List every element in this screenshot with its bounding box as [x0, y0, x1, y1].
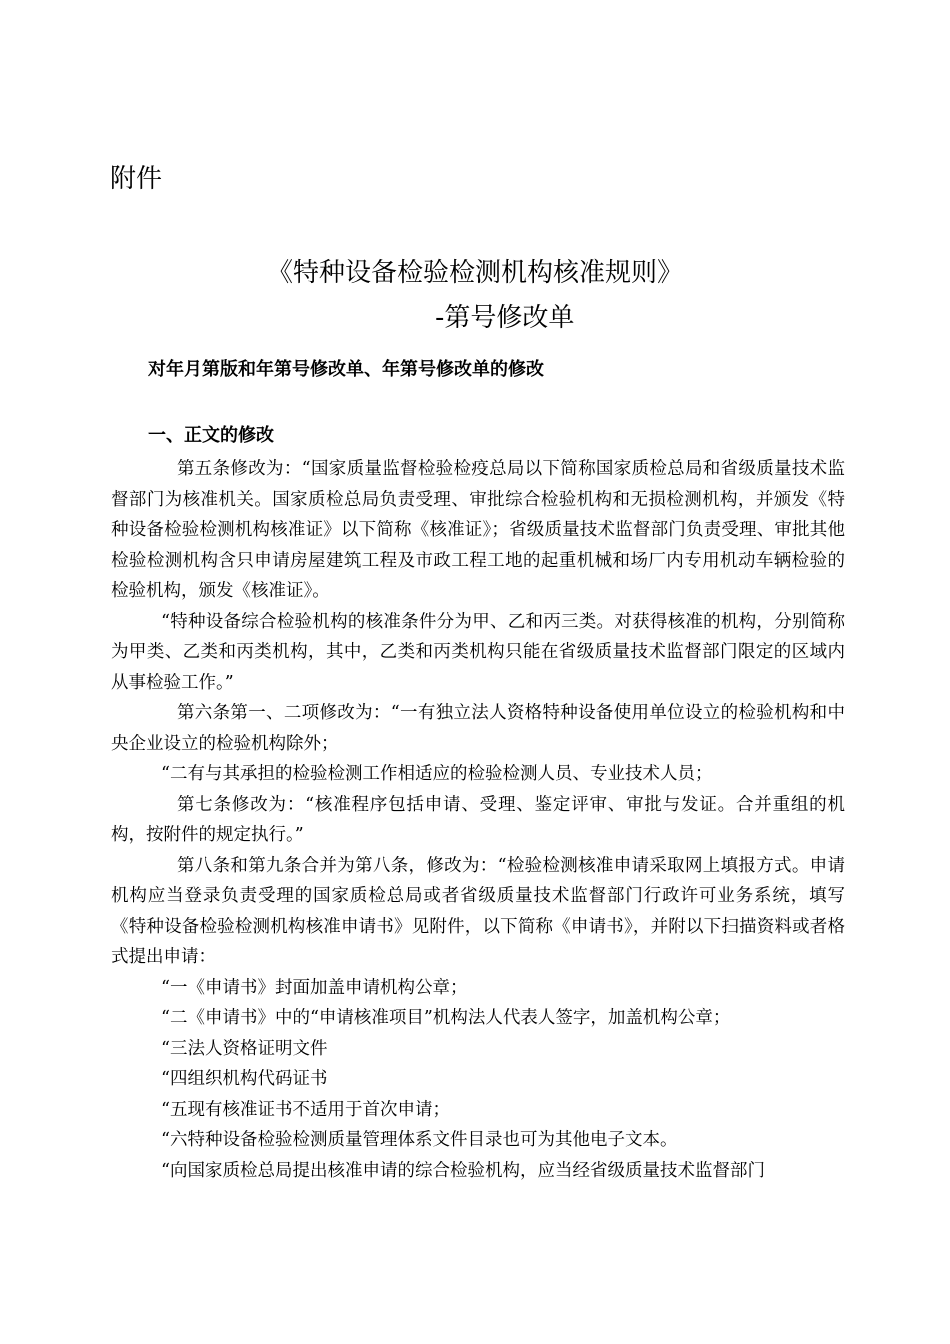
list-item-1: “一《申请书》封面加盖申请机构公章； [161, 977, 468, 998]
list-item-6: “六特种设备检验检测质量管理体系文件目录也可为其他电子文本。 [161, 1130, 678, 1150]
paragraph-classification: “特种设备综合检验机构的核准条件分为甲、乙和丙三类。对获得核准的机构，分别简称为甲类、乙类和丙类机构，其中，乙类和丙类机构只能在省级质量技术监督部门限定的区域内从事检验工作。” [111, 611, 845, 693]
list-item-4: “四组织机构代码证书 [161, 1069, 328, 1089]
list-item-5: “五现有核准证书不适用于首次申请； [161, 1099, 450, 1120]
paragraph-article-7: 第七条修改为：“核准程序包括申请、受理、鉴定评审、审批与发证。合并重组的机构，按附件的规定执行。” [111, 794, 845, 845]
paragraph-article-5: 第五条修改为：“国家质量监督检验检疫总局以下简称国家质检总局和省级质量技术监督部门为核准机关。国家质检总局负责受理、审批综合检验机构和无损检测机构，并颁发《特种设备检验检测机构核准证》以下简称《核准证》；省级质量技术监督部门负责受理、审批其他检验检测机构含只申请房屋建筑工程及市政工程工地的起重机械和场厂内专用机动车辆检验的检验机构，颁发《核准证》。 [111, 459, 845, 601]
summary-heading: 对年月第版和年第号修改单、年第号修改单的修改 [148, 359, 544, 380]
paragraph-national-application: “向国家质检总局提出核准申请的综合检验机构，应当经省级质量技术监督部门 [161, 1160, 765, 1181]
paragraph-article-8: 第八条和第九条合并为第八条，修改为：“检验检测核准申请采取网上填报方式。申请机构应当登录负责受理的国家质检总局或者省级质量技术监督部门行政许可业务系统，填写《特种设备检验检测机构核准申请书》见附件，以下简称《申请书》，并附以下扫描资料或者格式提出申请： [111, 855, 845, 967]
section-heading: 一、正文的修改 [148, 425, 274, 446]
list-item-2: “二《申请书》中的“申请核准项目”机构法人代表人签字，加盖机构公章； [161, 1008, 731, 1028]
paragraph-article-6-item-2: “二有与其承担的检验检测工作相适应的检验检测人员、专业技术人员； [161, 764, 713, 784]
list-item-3: “三法人资格证明文件 [161, 1038, 328, 1059]
document-subtitle: -第号修改单 [435, 303, 575, 333]
document-body [111, 454, 845, 1186]
paragraph-article-6: 第六条第一、二项修改为：“一有独立法人资格特种设备使用单位设立的检验机构和中央企业设立的检验机构除外； [111, 703, 845, 754]
attachment-label: 附件 [110, 164, 163, 194]
document-title: 《特种设备检验检测机构核准规则》 [266, 258, 683, 288]
